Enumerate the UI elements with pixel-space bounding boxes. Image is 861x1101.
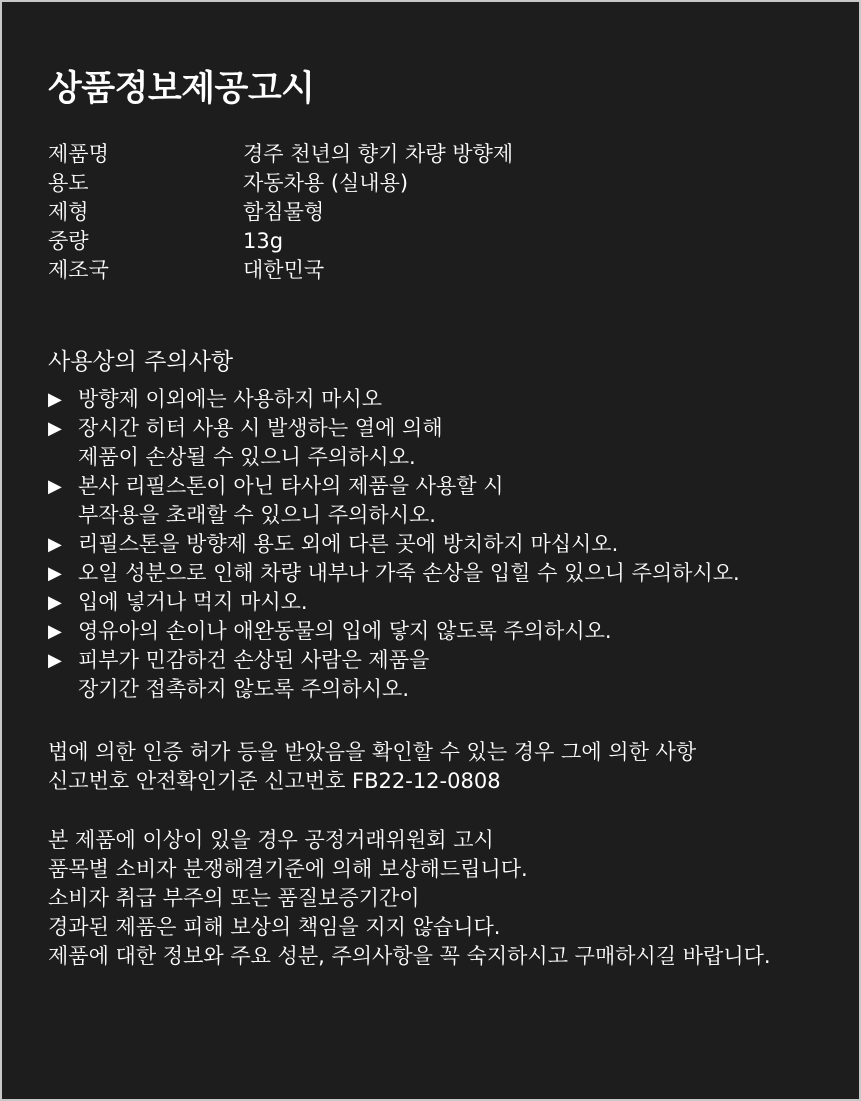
caution-text: 리필스톤을 방향제 용도 외에 다른 곳에 방치하지 마십시오. <box>78 532 619 556</box>
caution-text: 오일 성분으로 인해 차량 내부나 가죽 손상을 입힐 수 있으니 주의하시오. <box>78 561 740 585</box>
spec-row <box>48 198 513 227</box>
caution-text: 장시간 히터 사용 시 발생하는 열에 의해 제품이 손상될 수 있으니 주의하시오. <box>78 416 443 469</box>
notice-block <box>48 826 771 971</box>
spec-table <box>48 140 513 285</box>
notice-line: 소비자 취급 부주의 또는 품질보증기간이 <box>48 886 420 910</box>
spec-label: 제형 <box>48 200 89 224</box>
spec-value: 자동차용 (실내용) <box>243 171 409 195</box>
notice-line: 품목별 소비자 분쟁해결기준에 의해 보상해드립니다. <box>48 857 528 881</box>
notice-line: 경과된 제품은 피해 보상의 책임을 지지 않습니다. <box>48 915 501 939</box>
spec-row <box>48 227 513 256</box>
caution-item <box>48 559 740 588</box>
play-triangle-icon: ▶ <box>48 534 62 555</box>
play-triangle-icon: ▶ <box>48 592 62 613</box>
spec-value: 대한민국 <box>243 258 325 282</box>
notice-line: 본 제품에 이상이 있을 경우 공정거래위원회 고시 <box>48 828 494 852</box>
certification-line: 법에 의한 인증 허가 등을 받았음을 확인할 수 있는 경우 그에 의한 사항 <box>48 740 697 764</box>
notice-line: 제품에 대한 정보와 주요 성분, 주의사항을 꼭 숙지하시고 구매하시길 바랍니다. <box>48 944 771 968</box>
spec-label: 중량 <box>48 229 89 253</box>
page-title: 상품정보제공고시 <box>48 69 315 109</box>
cautions-heading: 사용상의 주의사항 <box>48 349 234 375</box>
spec-row <box>48 256 513 285</box>
caution-item <box>48 530 740 559</box>
caution-item <box>48 414 740 472</box>
play-triangle-icon: ▶ <box>48 476 62 497</box>
caution-item <box>48 588 740 617</box>
play-triangle-icon: ▶ <box>48 650 62 671</box>
spec-label: 용도 <box>48 171 89 195</box>
caution-item <box>48 617 740 646</box>
caution-text: 방향제 이외에는 사용하지 마시오 <box>78 387 383 411</box>
spec-label: 제조국 <box>48 258 109 282</box>
play-triangle-icon: ▶ <box>48 418 62 439</box>
caution-item <box>48 646 740 704</box>
play-triangle-icon: ▶ <box>48 389 62 410</box>
play-triangle-icon: ▶ <box>48 563 62 584</box>
play-triangle-icon: ▶ <box>48 621 62 642</box>
spec-value: 13g <box>243 229 284 253</box>
caution-text: 피부가 민감하건 손상된 사람은 제품을 장기간 접촉하지 않도록 주의하시오. <box>78 648 430 701</box>
caution-item <box>48 385 740 414</box>
spec-row <box>48 169 513 198</box>
caution-text: 본사 리필스톤이 아닌 타사의 제품을 사용할 시 부작용을 초래할 수 있으니 주의하시오. <box>78 474 504 527</box>
caution-item <box>48 472 740 530</box>
certification-line: 신고번호 안전확인기준 신고번호 FB22-12-0808 <box>48 769 501 793</box>
spec-row <box>48 140 513 169</box>
spec-value: 함침물형 <box>243 200 325 224</box>
caution-list <box>48 385 740 704</box>
caution-text: 입에 넣거나 먹지 마시오. <box>78 590 308 614</box>
certification-block <box>48 738 696 796</box>
spec-label: 제품명 <box>48 142 109 166</box>
spec-value: 경주 천년의 향기 차량 방향제 <box>243 142 514 166</box>
caution-text: 영유아의 손이나 애완동물의 입에 닿지 않도록 주의하시오. <box>78 619 612 643</box>
